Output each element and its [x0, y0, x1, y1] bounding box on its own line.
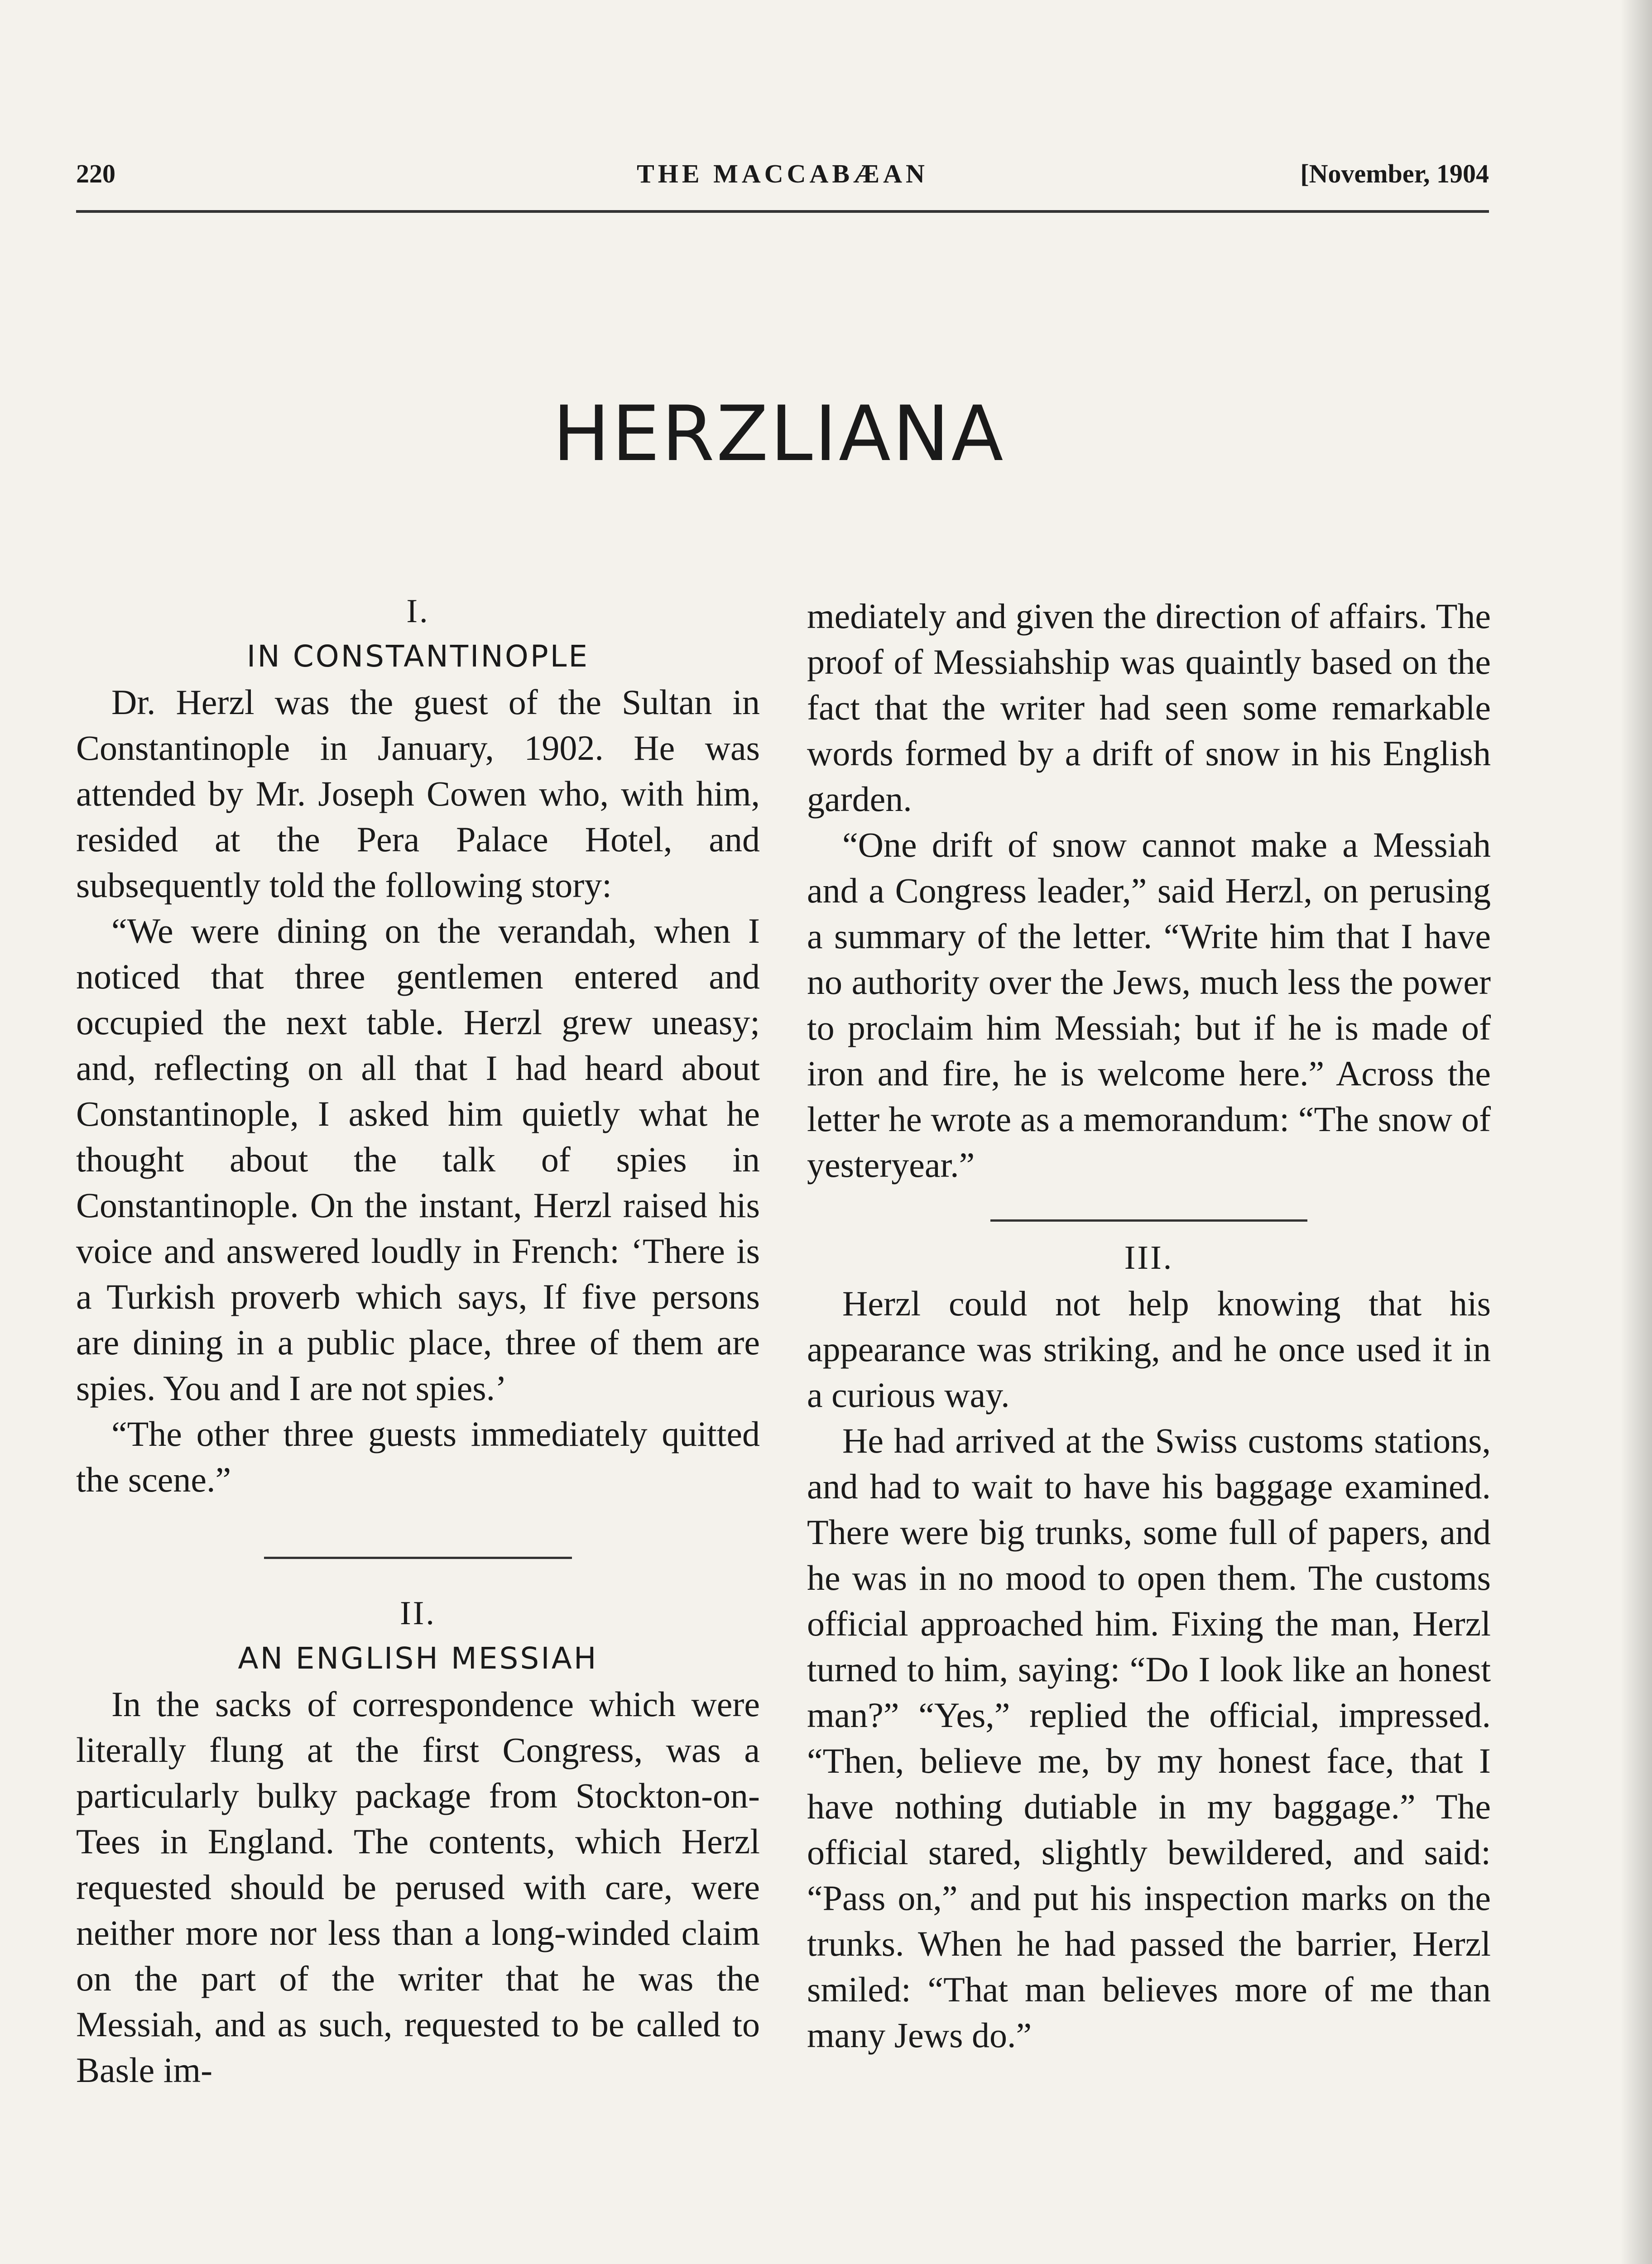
- issue-date: [November, 1904: [1300, 159, 1489, 188]
- article-title: HERZLIANA: [552, 389, 1005, 478]
- section-2-paragraph: In the sacks of correspondence which were literally flung at the first Congress, was a particularly bulky package from Stockton-on-Tees in England. The contents, which Herzl requested should be perused with care, were neither more nor less than a long-winded claim on the part of the writer that he was the Messiah, and as such, requested to be called to Basle im-: [76, 1684, 760, 2090]
- section-3-paragraph: Herzl could not help knowing that his appearance was striking, and he once used it in a curious way.: [807, 1284, 1491, 1415]
- section-2-paragraph: mediately and given the direction of affairs. The proof of Messiahship was quaintly based on the fact that the writer had seen some remarkable words formed by a drift of snow in his English garden.: [807, 596, 1491, 819]
- section-1-heading: IN CONSTANTINOPLE: [246, 639, 590, 674]
- section-3-paragraph: He had arrived at the Swiss customs stations, and had to wait to have his baggage examined. There were big trunks, some full of papers, and he was in no mood to open them. The customs official approached him. Fixing the man, Herzl turned to him, saying: “Do I look like an honest man?” “Yes,” replied the official, impressed. “Then, believe me, by my honest face, that I have nothing dutiable in my baggage.” The official stared, slightly bewildered, and said: “Pass on,” and put his inspection marks on the trunks. When he had passed the barrier, Herzl smiled: “That man believes more of me than many Jews do.”: [807, 1421, 1491, 2055]
- left-column: [76, 589, 760, 2093]
- section-2-heading: AN ENGLISH MESSIAH: [238, 1641, 598, 1676]
- section-2-number: II.: [400, 1595, 436, 1632]
- section-1-paragraph: Dr. Herzl was the guest of the Sultan in Constantinople in January, 1902. He was attended by Mr. Joseph Cowen who, with him, resided at the Pera Palace Hotel, and subsequently told the following story:: [76, 682, 760, 905]
- right-column: [807, 593, 1491, 2058]
- section-3-number: III.: [1124, 1239, 1174, 1276]
- running-head: [76, 149, 1489, 195]
- journal-title: THE MACCABÆAN: [637, 159, 928, 188]
- section-1-paragraph: “The other three guests immediately quitted the scene.”: [76, 1414, 760, 1499]
- section-1-number: I.: [406, 593, 430, 630]
- page-number: 220: [76, 159, 115, 188]
- header-rule: [76, 210, 1489, 213]
- section-1-paragraph: “We were dining on the verandah, when I noticed that three gentlemen entered and occupied the next table. Herzl grew uneasy; and, reflecting on all that I had heard about Constantinople, I asked him quietly what he thought about the talk of spies in Constantinople. On the instant, Herzl raised his voice and answered loudly in French: ‘There is a Turkish proverb which says, If five persons are dining in a public place, three of them are spies. You and I are not spies.’: [76, 911, 760, 1408]
- scan-edge-shadow: [1620, 0, 1652, 2264]
- section-2-paragraph: “One drift of snow cannot make a Messiah and a Congress leader,” said Herzl, on perusing a summary of the letter. “Write him that I have no authority over the Jews, much less the power to proclaim him Messiah; but if he is made of iron and fire, he is welcome here.” Across the letter he wrote as a memorandum: “The snow of yesteryear.”: [807, 825, 1491, 1185]
